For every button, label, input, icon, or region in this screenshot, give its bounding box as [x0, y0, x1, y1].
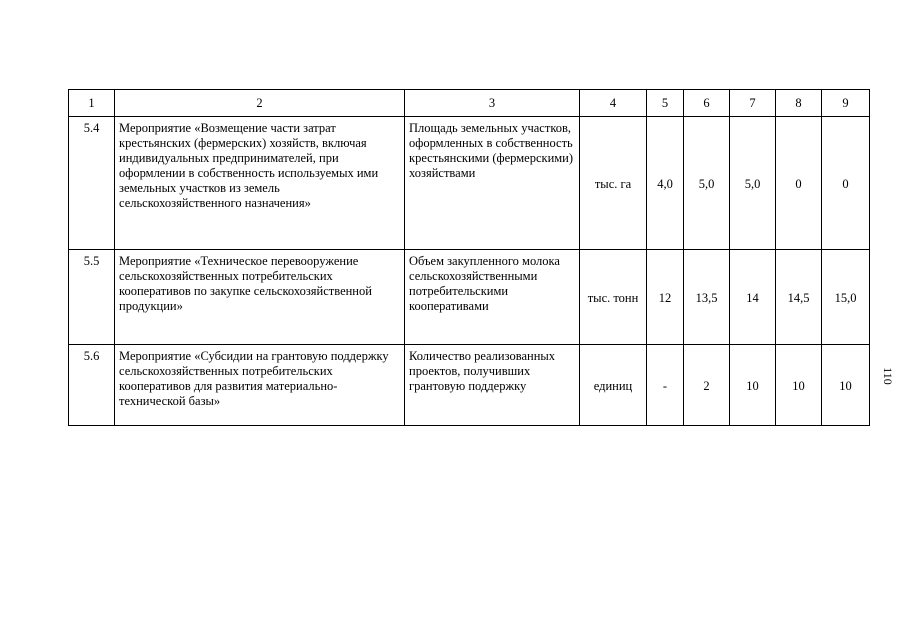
header-col-1: 1 [69, 90, 115, 117]
value-col-7: 14 [730, 250, 776, 345]
value-col-9: 10 [822, 345, 870, 426]
header-col-3: 3 [405, 90, 580, 117]
value-col-8: 14,5 [776, 250, 822, 345]
event-cell: Мероприятие «Возмещение части затрат крестьянских (фермерских) хозяйств, включая индивидуальных предпринимателей, при оформлении в собственность используемых ими земельных участков из земель сельскохозяйственного назначения» [115, 117, 405, 250]
header-col-6: 6 [684, 90, 730, 117]
value-col-9: 15,0 [822, 250, 870, 345]
indicator-cell: Количество реализованных проектов, получивших грантовую поддержку [405, 345, 580, 426]
value-col-5: 4,0 [647, 117, 684, 250]
event-cell: Мероприятие «Техническое перевооружение сельскохозяйственных потребительских кооперативов по закупке сельскохозяйственной продукции» [115, 250, 405, 345]
table-row [69, 117, 870, 250]
value-col-8: 0 [776, 117, 822, 250]
table-header-row [69, 90, 870, 117]
value-col-5: - [647, 345, 684, 426]
header-col-9: 9 [822, 90, 870, 117]
header-col-2: 2 [115, 90, 405, 117]
header-col-7: 7 [730, 90, 776, 117]
header-col-4: 4 [580, 90, 647, 117]
page-number: 110 [881, 367, 895, 385]
indicator-cell: Объем закупленного молока сельскохозяйственными потребительскими кооперативами [405, 250, 580, 345]
unit-cell: единиц [580, 345, 647, 426]
value-col-9: 0 [822, 117, 870, 250]
table-row [69, 250, 870, 345]
header-col-8: 8 [776, 90, 822, 117]
value-col-6: 13,5 [684, 250, 730, 345]
value-col-7: 5,0 [730, 117, 776, 250]
unit-cell: тыс. тонн [580, 250, 647, 345]
indicator-cell: Площадь земельных участков, оформленных в собственность крестьянскими (фермерскими) хозяйствами [405, 117, 580, 250]
value-col-7: 10 [730, 345, 776, 426]
program-indicators-table [68, 89, 870, 426]
row-number: 5.6 [69, 345, 115, 426]
event-cell: Мероприятие «Субсидии на грантовую поддержку сельскохозяйственных потребительских кооперативов для развития материально-технической базы» [115, 345, 405, 426]
unit-cell: тыс. га [580, 117, 647, 250]
value-col-5: 12 [647, 250, 684, 345]
row-number: 5.5 [69, 250, 115, 345]
header-col-5: 5 [647, 90, 684, 117]
table-row [69, 345, 870, 426]
value-col-6: 2 [684, 345, 730, 426]
value-col-8: 10 [776, 345, 822, 426]
value-col-6: 5,0 [684, 117, 730, 250]
row-number: 5.4 [69, 117, 115, 250]
